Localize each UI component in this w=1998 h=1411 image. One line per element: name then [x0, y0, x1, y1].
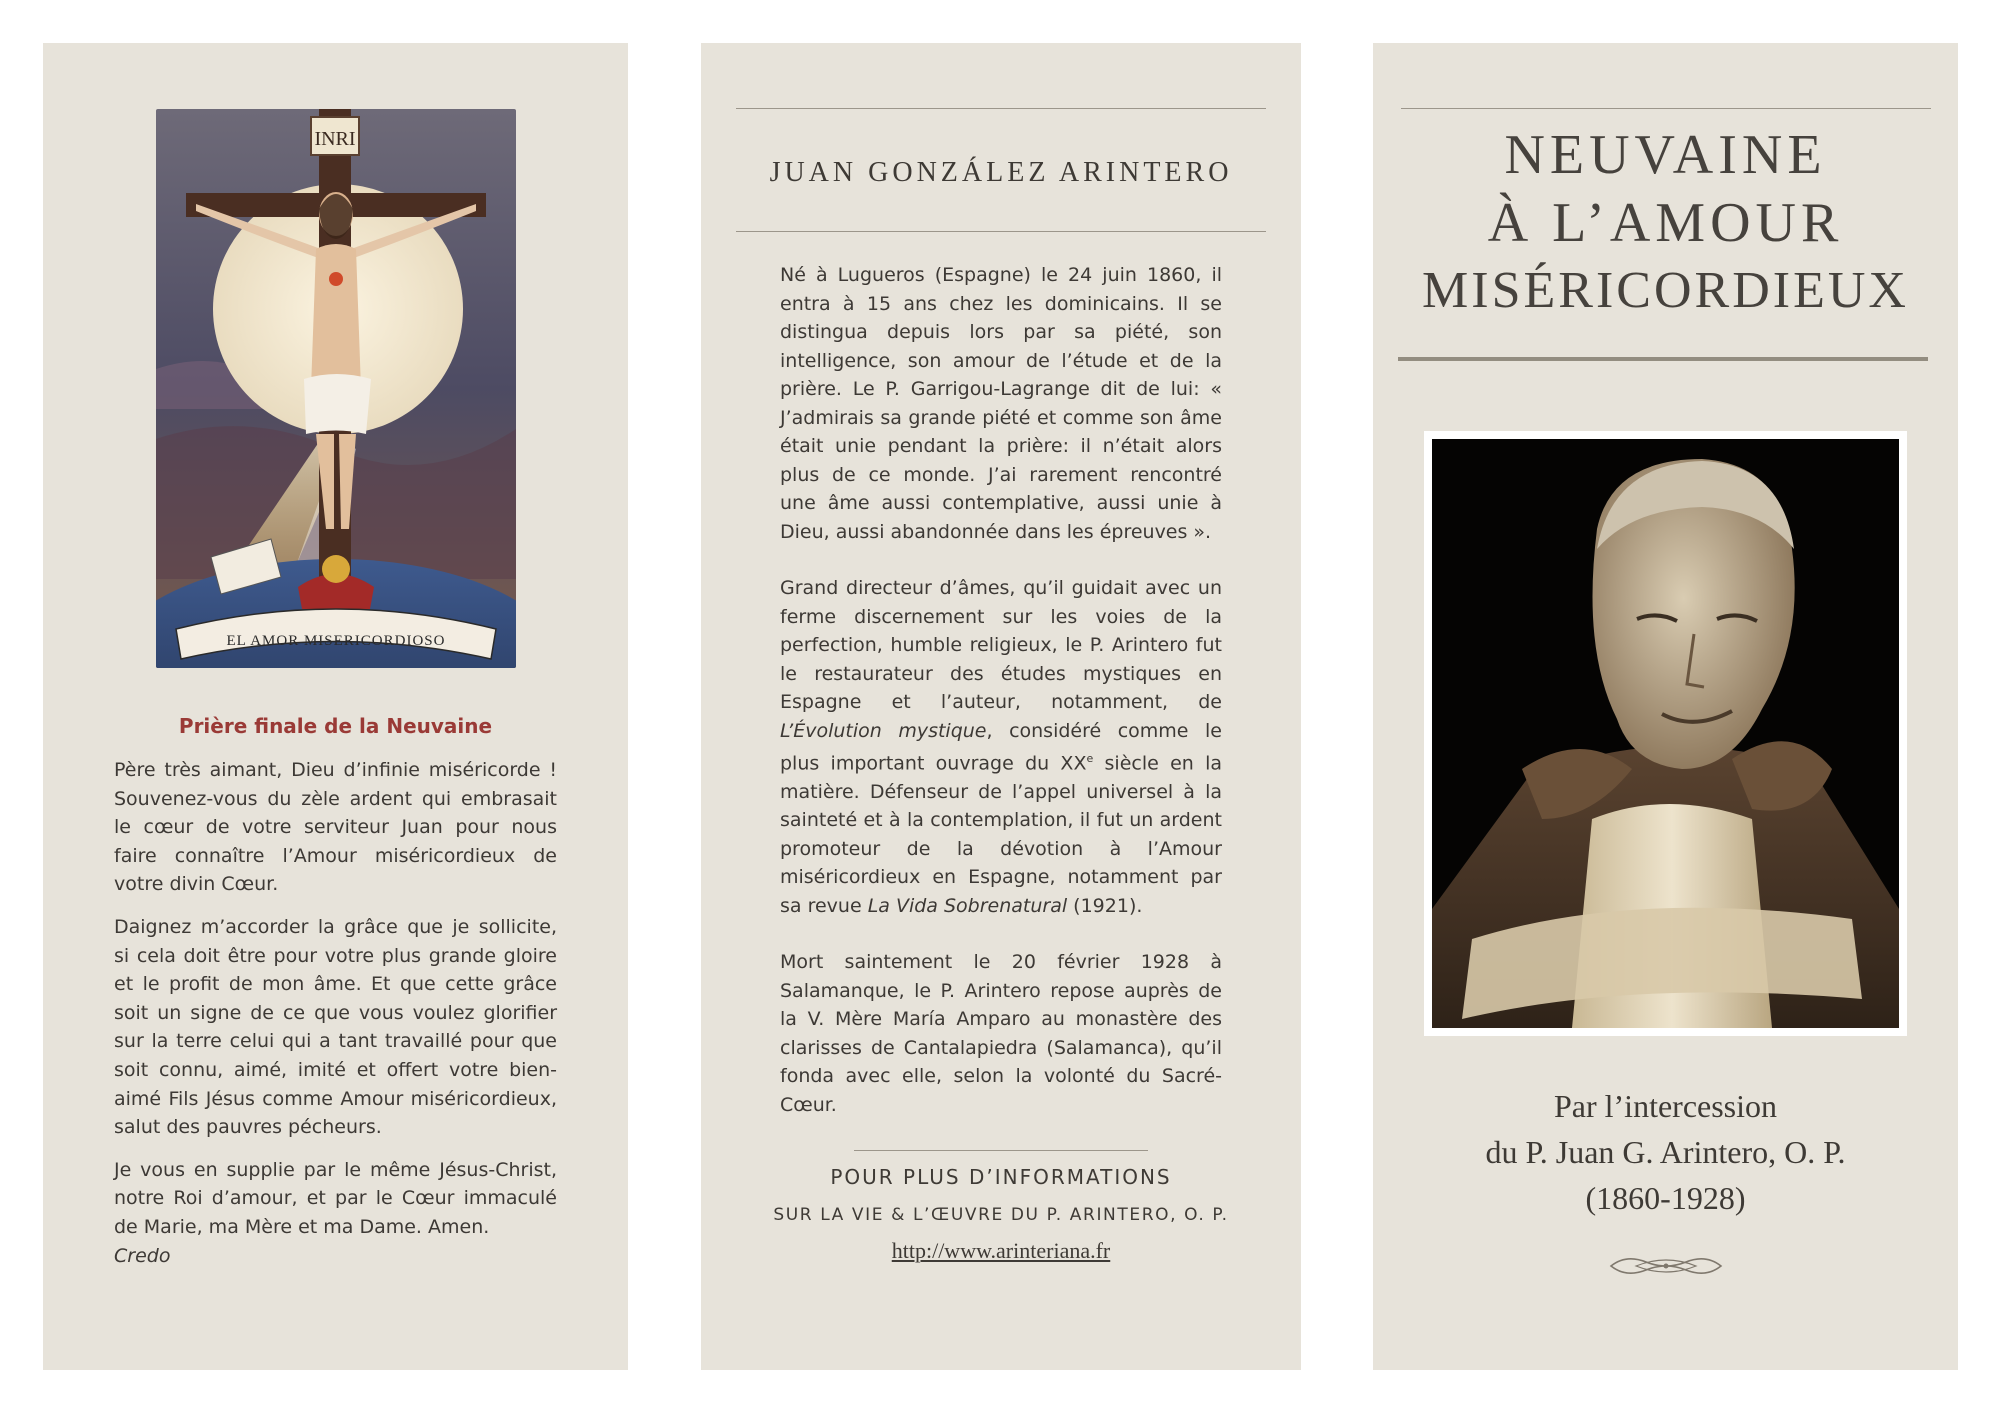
- divider: [1401, 108, 1931, 109]
- bio-text: (1921).: [1067, 894, 1143, 917]
- intercession-line: Par l’intercession: [1553, 1088, 1778, 1124]
- info-subtitle: SUR LA VIE & L’ŒUVRE DU P. ARINTERO, O. P.: [773, 1205, 1229, 1225]
- website-link[interactable]: http://www.arinteriana.fr: [891, 1238, 1111, 1263]
- portrait-illustration: [1432, 439, 1899, 1028]
- book-title: L’Évolution mystique: [780, 719, 987, 742]
- prayer-text: [114, 756, 557, 1270]
- prayer-paragraph: Daignez m’accorder la grâce que je sollicite, si cela doit être pour votre plus grande gloire et le profit de mon âme. Et que cette grâce soit un signe de ce que vous voulez glorifier sur la terre celui qui a tant travaillé pour que soit connu, aimé, imité et offert votre bien-aimé Fils Jésus comme Amour miséricordieux, salut des pauvres pécheurs.: [114, 915, 557, 1139]
- intercession-line: du P. Juan G. Arintero, O. P.: [1485, 1134, 1846, 1170]
- superscript: e: [1086, 752, 1094, 765]
- prayer-title: Prière finale de la Neuvaine: [178, 714, 493, 738]
- divider: [736, 108, 1266, 109]
- crucifix-banner-text: EL AMOR MISERICORDIOSO: [226, 633, 446, 649]
- portrait-photo: [1432, 439, 1899, 1028]
- prayer-paragraph: Père très aimant, Dieu d’infinie miséricorde ! Souvenez-vous du zèle ardent qui embrasait le cœur de votre serviteur Juan pour nous faire connaître l’Amour miséricordieux de votre divin Cœur.: [114, 759, 557, 896]
- middle-panel: [701, 43, 1301, 1370]
- bio-text: siècle en la matière. Défenseur de l’appel universel à la sainteté et à la contemplation, il fut un ardent promoteur de la dévotion à l’Amour miséricordieux en Espagne, notamment par sa revue: [780, 752, 1222, 917]
- bio-heading: JUAN GONZÁLEZ ARINTERO: [769, 157, 1233, 188]
- crucifix-illustration: [156, 109, 516, 668]
- right-panel: [1373, 43, 1958, 1370]
- title-line-3: MISÉRICORDIEUX: [1422, 262, 1909, 319]
- title-line-1: NEUVAINE: [1504, 124, 1827, 186]
- bio-paragraph: Mort saintement le 20 février 1928 à Salamanque, le P. Arintero repose auprès de la V. Mère María Amparo au monastère des clarisses de Cantalapiedra (Salamanca), qu’il fonda avec elle, selon la volonté du Sacré-Cœur.: [780, 951, 1222, 1116]
- bio-text: Grand directeur d’âmes, qu’il guidait avec un ferme discernement sur les voies de la perfection, humble religieux, le P. Arintero fut le restaurateur des études mystiques en Espagne et l’auteur, notamment, de: [780, 577, 1222, 713]
- review-title: La Vida Sobrenatural: [867, 894, 1068, 917]
- info-title: POUR PLUS D’INFORMATIONS: [830, 1165, 1172, 1189]
- title-line-2: À L’AMOUR: [1487, 192, 1844, 254]
- left-panel: [43, 43, 628, 1370]
- bio-text: , considéré comme le plus important ouvrage du XX: [780, 719, 1222, 775]
- intercession: [1373, 1083, 1958, 1221]
- biography: [780, 261, 1222, 1119]
- divider: [736, 231, 1266, 232]
- prayer-closing: Credo: [114, 1244, 171, 1267]
- inri-label: INRI: [314, 128, 356, 150]
- prayer-paragraph: Je vous en supplie par le même Jésus-Christ, notre Roi d’amour, et par le Cœur immaculé de Marie, ma Mère et ma Dame. Amen.: [114, 1158, 557, 1238]
- flourish-ornament: [1606, 1248, 1726, 1284]
- bio-paragraph: [780, 574, 1222, 920]
- crucifix-image: [156, 109, 516, 668]
- divider: [854, 1150, 1148, 1151]
- portrait-frame: [1424, 431, 1907, 1036]
- title-underline: [1398, 357, 1928, 361]
- bio-paragraph: Né à Lugueros (Espagne) le 24 juin 1860, il entra à 15 ans chez les dominicains. Il se distingua depuis lors par sa piété, son intelligence, son amour de l’étude et de la prière. Le P. Garrigou-Lagrange dit de lui: « J’admirais sa grande piété et comme son âme était unie pendant la prière: il n’était alors plus de ce monde. J’ai rarement rencontré une âme aussi contemplative, aussi unie à Dieu, aussi abandonnée dans les épreuves ».: [780, 264, 1222, 543]
- dates: (1860-1928): [1585, 1180, 1746, 1216]
